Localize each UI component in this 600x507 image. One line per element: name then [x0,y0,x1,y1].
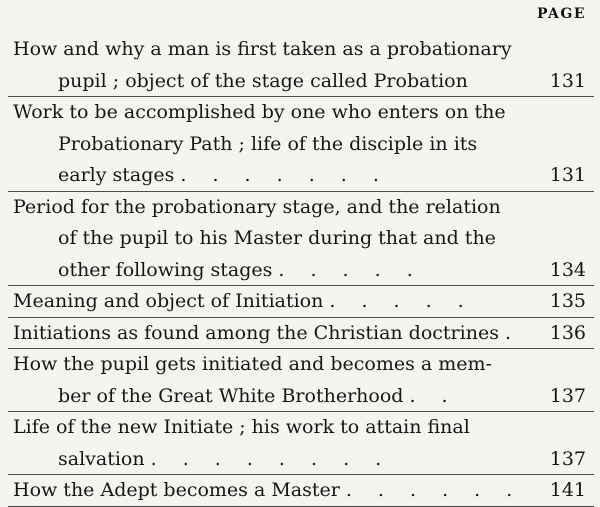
toc-entry-text: early stages [58,164,175,186]
toc-entry-line [0,66,600,98]
table-of-contents [0,34,600,507]
toc-entry-text: Probationary Path ; life of the disciple in its [58,132,478,155]
leader-dots: . . . . . [278,258,423,281]
toc-entry-line [0,34,600,66]
toc-entry-text: How the Adept becomes a Master [13,479,340,501]
toc-entry [0,97,600,192]
page-number: 137 [549,384,586,407]
toc-entry-text: How the pupil gets initiated and becomes a mem- [13,353,492,375]
toc-entry-text: Life of the new Initiate ; his work to attain final [13,416,470,438]
toc-entry-line [0,318,600,350]
toc-entry-line [0,286,600,318]
toc-entry-line [0,97,600,129]
toc-entry [0,475,600,507]
toc-entry-text: ber of the Great White Brotherhood [58,384,404,407]
toc-entry-text: of the pupil to his Master during that and the [58,227,496,249]
toc-entry-text: salvation [58,447,145,470]
toc-entry-text: Period for the probationary stage, and the relation [13,195,501,218]
toc-entry-line [0,381,600,413]
page-column-header: PAGE [537,6,586,22]
toc-entry-text: Work to be accomplished by one who enters on the [13,101,506,123]
leader-dots: . . . . . [329,290,474,312]
toc-entry [0,34,600,97]
toc-entry-text: Meaning and object of Initiation [13,290,324,312]
toc-entry-text: Initiations as found among the Christian doctrines [13,321,499,344]
toc-entry-line [0,223,600,255]
toc-entry-text: How and why a man is first taken as a probationary [13,38,512,60]
toc-entry-text: pupil ; object of the stage called Probation [58,69,468,92]
leader-dots: . . . . . . . . [150,447,392,470]
toc-entry-line [0,192,600,224]
leader-dots: . . . . . . [345,479,523,501]
toc-entry-line [0,444,600,476]
page-number: 131 [549,164,586,186]
toc-entry-line [0,160,600,192]
toc-entry [0,349,600,412]
page-number: 131 [549,69,586,92]
toc-entry [0,192,600,287]
page-number: 141 [549,479,586,501]
entry-divider [8,506,594,507]
toc-entry-line [0,255,600,287]
page-number: 135 [549,290,586,312]
toc-entry-line [0,475,600,507]
toc-entry-text: other following stages [58,258,273,281]
toc-entry-line [0,129,600,161]
toc-entry-line [0,349,600,381]
toc-entry [0,286,600,318]
toc-entry [0,318,600,350]
page-number: 137 [549,447,586,470]
toc-entry-line [0,412,600,444]
leader-dots: . . . . . . . [180,164,389,186]
page-number: 134 [549,258,586,281]
leader-dots: . . [409,384,458,407]
toc-entry [0,412,600,475]
page-number: 136 [549,321,586,344]
leader-dots: . [504,321,521,344]
